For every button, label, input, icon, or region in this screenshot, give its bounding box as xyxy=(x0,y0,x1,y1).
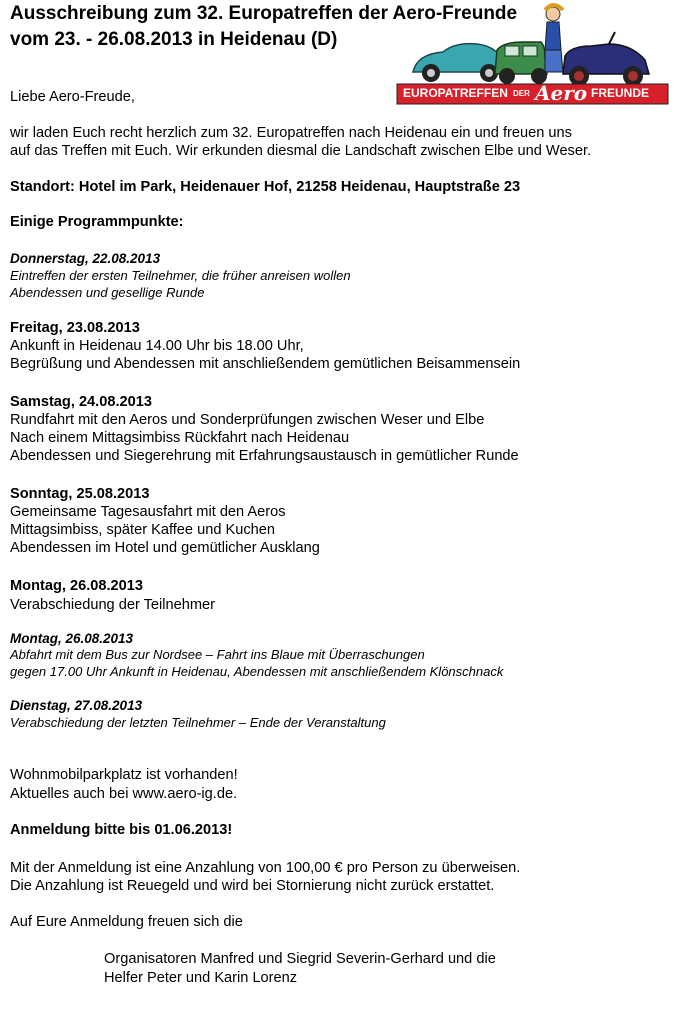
greeting: Liebe Aero-Freude, xyxy=(10,89,135,105)
intro-line-2: auf das Treffen mit Euch. Wir erkunden diesmal die Landschaft zwischen Elbe und Weser. xyxy=(10,143,592,159)
logo-text-left: EUROPATREFFEN xyxy=(403,86,508,100)
registration-deadline: Anmeldung bitte bis 01.06.2013! xyxy=(10,822,233,838)
intro-line-1: wir laden Euch recht herzlich zum 32. Europatreffen nach Heidenau ein und freuen uns xyxy=(10,125,572,141)
day-line: Gemeinsame Tagesausfahrt mit den Aeros xyxy=(10,504,286,520)
payment-line-2: Die Anzahlung ist Reuegeld und wird bei Stornierung nicht zurück erstattet. xyxy=(10,878,495,894)
day-line: Abendessen und gesellige Runde xyxy=(10,285,205,300)
day-line: Abendessen im Hotel und gemütlicher Ausklang xyxy=(10,540,320,556)
logo-text-mid: DER xyxy=(513,89,530,98)
day-line: Abendessen und Siegerehrung mit Erfahrungsaustausch in gemütlicher Runde xyxy=(10,448,519,464)
organizers-line-1: Organisatoren Manfred und Siegrid Severin-Gerhard und die xyxy=(104,951,496,967)
day-line: Verabschiedung der Teilnehmer xyxy=(10,597,215,613)
day-title-montag: Montag, 26.08.2013 xyxy=(10,578,144,594)
organizers-line-2: Helfer Peter und Karin Lorenz xyxy=(104,970,298,986)
payment-line-1: Mit der Anmeldung ist eine Anzahlung von 100,00 € pro Person zu überweisen. xyxy=(10,860,521,876)
day-title-sonntag: Sonntag, 25.08.2013 xyxy=(10,486,150,502)
day-line: Eintreffen der ersten Teilnehmer, die früher anreisen wollen xyxy=(10,268,351,283)
logo-text-right: FREUNDE xyxy=(591,86,650,100)
day-title-montag-optional: Montag, 26.08.2013 xyxy=(10,631,134,646)
page-title-line-2: vom 23. - 26.08.2013 in Heidenau (D) xyxy=(10,29,338,50)
logo-text-script: Aero xyxy=(535,81,588,105)
day-line: Begrüßung und Abendessen mit anschließendem gemütlichen Beisammensein xyxy=(10,356,521,372)
day-title-samstag: Samstag, 24.08.2013 xyxy=(10,394,152,410)
closing-line: Auf Eure Anmeldung freuen sich die xyxy=(10,914,243,930)
day-line: Verabschiedung der letzten Teilnehmer – Ende der Veranstaltung xyxy=(10,715,386,730)
day-line: gegen 17.00 Uhr Ankunft in Heidenau, Abendessen mit anschließendem Klönschnack xyxy=(10,664,504,679)
programm-heading: Einige Programmpunkte: xyxy=(10,214,184,230)
day-title-donnerstag: Donnerstag, 22.08.2013 xyxy=(10,251,161,266)
day-title-dienstag: Dienstag, 27.08.2013 xyxy=(10,698,143,713)
note-parking: Wohnmobilparkplatz ist vorhanden! xyxy=(10,767,238,783)
day-line: Abfahrt mit dem Bus zur Nordsee – Fahrt ins Blaue mit Überraschungen xyxy=(10,647,425,662)
standort: Standort: Hotel im Park, Heidenauer Hof, 21258 Heidenau, Hauptstraße 23 xyxy=(10,179,521,195)
day-title-freitag: Freitag, 23.08.2013 xyxy=(10,320,140,336)
note-website: Aktuelles auch bei www.aero-ig.de. xyxy=(10,786,238,802)
day-line: Mittagsimbiss, später Kaffee und Kuchen xyxy=(10,522,275,538)
day-line: Nach einem Mittagsimbiss Rückfahrt nach Heidenau xyxy=(10,430,350,446)
day-line: Rundfahrt mit den Aeros und Sonderprüfungen zwischen Weser und Elbe xyxy=(10,412,485,428)
day-line: Ankunft in Heidenau 14.00 Uhr bis 18.00 Uhr, xyxy=(10,338,304,354)
page-title-line-1: Ausschreibung zum 32. Europatreffen der Aero-Freunde xyxy=(10,3,518,24)
aero-freunde-logo xyxy=(395,2,670,106)
